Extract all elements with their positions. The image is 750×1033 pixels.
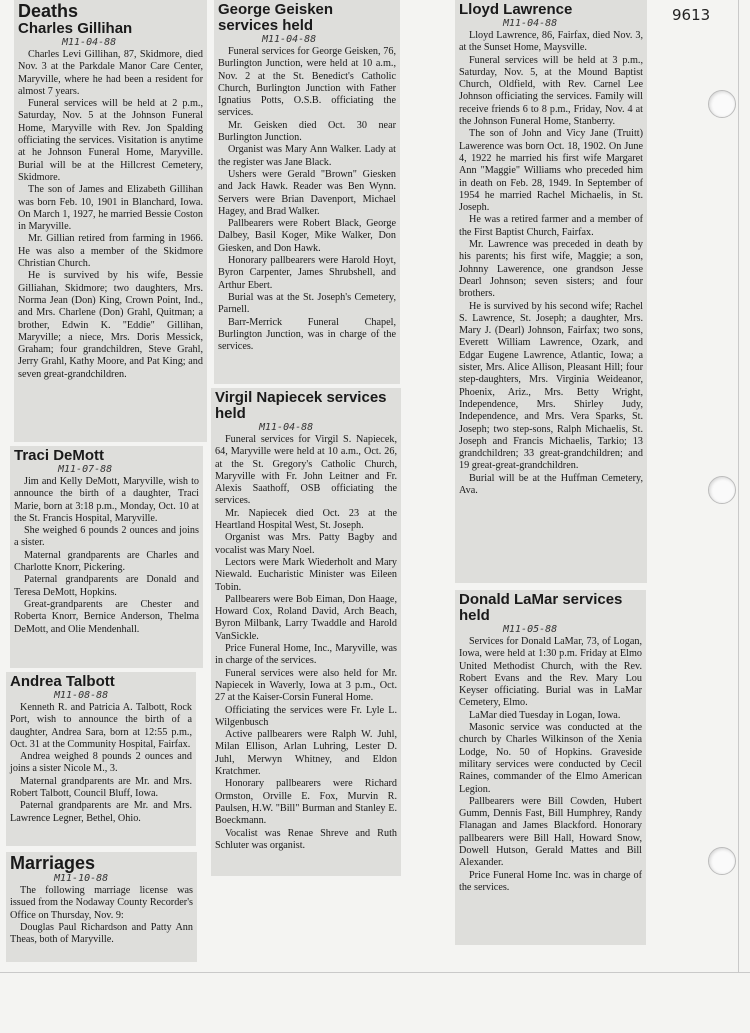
clipping-paragraph: Vocalist was Renae Shreve and Ruth Schluter was organist. [215,827,397,851]
clipping-marriages [6,852,197,962]
clipping-napiecek [211,388,401,876]
clipping-paragraph: Burial will be at the Huffman Cemetery, Ava. [459,472,643,496]
handwritten-date-note: M11-04-88 [259,422,314,433]
handwritten-date-note: M11-08-88 [54,690,109,701]
clipping-title: Virgil Napiecek services held [215,389,387,422]
clipping-paragraph: Officiating the services were Fr. Lyle L. Wilgenbusch [215,704,397,728]
clipping-paragraph: Honorary pallbearers were Richard Ormston, Orville E. Fox, Murvin R. Paulsen, H.W. "Bill" Burman and Stanley E. Boeckmann. [215,778,397,827]
clipping-paragraph: Organist was Mrs. Patty Bagby and vocalist was Mary Noel. [215,532,397,556]
handwritten-date-note: M11-04-88 [62,37,117,48]
clipping-paragraph: The following marriage license was issued from the Nodaway County Recorder's Office on Thursday, Nov. 9: [10,885,193,921]
clipping-paragraph: Lectors were Mark Wiederholt and Mary Niewald. Eucharistic Minister was Eileen Tobin. [215,556,397,593]
handwritten-date-note: M11-04-88 [503,18,558,29]
clipping-paragraph: Ushers were Gerald "Brown" Giesken and Jack Hawk. Reader was Ben Wynn. Servers were Brian Davenport, Michael Hagey, and Brad Walker. [218,168,396,217]
clipping-paragraph: The son of John and Vicy Jane (Truitt) Lawerence was born Oct. 18, 1902. On June 4, 1922 he married his first wife Margaret Ann "Maggie" Williams who preceded him in death on Feb. 28, 1949. In September of 1954 he married Rachel Michaelis, in St. Joseph. [459,128,643,214]
clipping-paragraph: Funeral services will be held at 3 p.m., Saturday, Nov. 5, at the Mound Baptist Church, Oldfield, with Rev. Carnel Lee Johnson officiating the services. Family will receive friends 6 to 8 p.m., Friday, Nov. 4 at the Johnson Funeral Home, Stanberry. [459,54,643,128]
clipping-paragraph: He was a retired farmer and a member of the First Baptist Church, Fairfax. [459,214,643,238]
clipping-title: George Geisken services held [218,1,334,34]
clipping-paragraph: Burial was at the St. Joseph's Cemetery, Parnell. [218,291,396,316]
clipping-paragraph: Funeral services for Virgil S. Napiecek, 64, Maryville were held at 10 a.m., Oct. 26, at the St. Gregory's Catholic Church, Maryville with Fr. John Leitner and Fr. Alexis Saathoff, OSB officiating the services. [215,434,397,507]
clipping-paragraph: He is survived by his wife, Bessie Gilliahan, Skidmore; two daughters, Mrs. Norma Jean (Don) King, Crown Point, Ind., and Mrs. Charlene (Don) Grahl, Quitman; a brother, Edwin K. "Eddie" Gillihan, Maryville; a niece, Mrs. Doris Messick, Graham; four grandchildren, Steve Grahl, Jerry Grahl, Kathy Moore, and Pat King; and seven great-grandchildren. [18,270,203,380]
clipping-paragraph: Pallbearers were Robert Black, George Dalbey, Basil Koger, Mike Walker, Don Giesken, and Don Hawk. [218,218,396,254]
clipping-paragraph: Pallbearers were Bill Cowden, Hubert Gumm, Dennis Fast, Bill Humphrey, Randy Flanagan and James Blackford. Honorary pallbearers were Bill Hall, Howard Snow, Dowell Hutson, Gerald Mattes and Bill Alexander. [459,795,642,869]
clipping-title: Donald LaMar services held [459,591,623,624]
clipping-paragraph: Mr. Gillian retired from farming in 1966. He was also a member of the Skidmore Christian Church. [18,233,203,270]
clipping-paragraph: Active pallbearers were Ralph W. Juhl, Milan Ellison, Arlan Luhring, Lester D. Juhl, Merwyn Whitney, and Eldon Kratchmer. [215,729,397,778]
handwritten-date-note: M11-05-88 [503,624,558,635]
clipping-paragraph: Great-grandparents are Chester and Roberta Knorr, Bernice Anderson, Thelma DeMott, and Olie Mendenhall. [14,598,199,635]
binder-hole-bottom [708,847,736,875]
clipping-title: Lloyd Lawrence [459,1,573,18]
binder-hole-top [708,90,736,118]
clipping-title: Traci DeMott [14,447,105,464]
page-bottom-edge [0,972,750,973]
clipping-paragraph: Maternal grandparents are Mr. and Mrs. Robert Talbott, Council Bluff, Iowa. [10,775,192,800]
section-heading: Marriages [10,853,96,873]
clipping-paragraph: Mr. Napiecek died Oct. 23 at the Heartland Hospital West, St. Joseph. [215,507,397,532]
clipping-paragraph: Funeral services for George Geisken, 76, Burlington Junction, were held at 10 a.m., Nov. 2 at the St. Benedict's Catholic Church, Burlington Junction with Father Ignatius Potts, O.S.B. officiating the services. [218,46,396,119]
clipping-title: Andrea Talbott [10,673,115,690]
clipping-paragraph: He is survived by his second wife; Rachel S. Lawrence, St. Joseph; a daughter, Mrs. Mary J. (Dearl) Johnson, Fairfax; two sons, Everett William Lawrence, Ozark, and Edgar Eugene Lawrence, Atlantic, Iowa; a sister, Mrs. Alice Allison, Pleasant Hill; four step-daughters, Mrs. Virginia Weideanor, Phoenix, Ariz., Mrs. Betty Wright, Independence, Mrs. Shirley Judy, Independence, and Mrs. Vera Sparks, St. Joseph; two step-sons, Ralph Michaelis, St. Joseph and Francis Michaelis, Tarkio; 13 grandchildren; 33 great-grandchildren; and 19 great-great-grandchildren. [459,300,643,472]
clipping-paragraph: Paternal grandparents are Mr. and Mrs. Lawrence Legner, Bethel, Ohio. [10,800,192,824]
clipping-paragraph: Funeral services were also held for Mr. Napiecek in Waverly, Iowa at 3 p.m., Oct. 27 at the Kaiser-Corsin Funeral Home. [215,667,397,704]
clipping-paragraph: LaMar died Tuesday in Logan, Iowa. [469,709,621,721]
clipping-paragraph: Organist was Mary Ann Walker. Lady at the register was Jane Black. [218,144,396,168]
handwritten-date-note: M11-10-88 [54,873,109,884]
clipping-paragraph: Charles Levi Gillihan, 87, Skidmore, died Nov. 3 at the Parkdale Manor Care Center, Maryville, where he had been a resident for almost 7 years. [18,49,203,97]
page-number: 9613 [672,6,711,24]
clipping-paragraph: Andrea weighed 8 pounds 2 ounces and joins a sister Nicole M., 3. [10,751,192,775]
clipping-gillihan [14,0,207,442]
clipping-lawrence [455,0,647,583]
clipping-paragraph: Lloyd Lawrence, 86, Fairfax, died Nov. 3, at the Sunset Home, Maysville. [459,30,643,54]
clipping-paragraph: Barr-Merrick Funeral Chapel, Burlington Junction, was in charge of the services. [218,316,396,353]
clipping-paragraph: Pallbearers were Bob Eiman, Don Haage, Howard Cox, Roland David, Arch Beach, Byron Milbank, Larry Twaddle and Harold VanSickle. [215,593,397,642]
clipping-paragraph: Mr. Geisken died Oct. 30 near Burlington Junction. [218,119,396,144]
clipping-geisken [214,0,400,384]
clipping-paragraph: She weighed 6 pounds 2 ounces and joins a sister. [14,525,199,549]
clipping-paragraph: Kenneth R. and Patricia A. Talbott, Rock Port, wish to announce the birth of a daughter, Andrea Sara, born at 12:55 p.m., Oct. 31 at the Community Hospital, Fairfax. [10,702,192,750]
section-heading: Deaths [18,1,79,21]
clipping-paragraph: Maternal grandparents are Charles and Charlotte Knorr, Pickering. [14,549,199,574]
handwritten-date-note: M11-04-88 [262,34,317,45]
clipping-paragraph: Price Funeral Home Inc. was in charge of the services. [459,869,642,893]
clipping-paragraph: Jim and Kelly DeMott, Maryville, wish to announce the birth of a daughter, Traci Marie, born at 3:18 p.m., Monday, Oct. 10 at the St. Francis Hospital, Maryville. [14,476,199,524]
binder-hole-middle [708,476,736,504]
clipping-paragraph: Mr. Lawrence was preceded in death by his parents; his first wife, Maggie; a son, Johnny Lawerence, one grandson Jesse Dearl Johnson; seven sisters; and four brothers. [459,239,643,300]
clipping-demott [10,446,203,668]
clipping-talbott [6,672,196,846]
clipping-title: Charles Gillihan [18,20,133,37]
clipping-paragraph: The son of James and Elizabeth Gillihan was born Feb. 10, 1901 in Blanchard, Iowa. On March 1, 1927, he married Bessie Coston in Maryville. [18,184,203,233]
clipping-paragraph: Paternal grandparents are Donald and Teresa DeMott, Hopkins. [14,574,199,598]
handwritten-date-note: M11-07-88 [58,464,113,475]
clipping-paragraph: Price Funeral Home, Inc., Maryville, was in charge of the services. [215,643,397,667]
clipping-paragraph: Services for Donald LaMar, 73, of Logan, Iowa, were held at 1:30 p.m. Friday at Elmo United Methodist Church, with the Rev. Robert Evans and the Rev. Mary Lou Keyser officiating. Burial was in LaMar Cemetery, Elmo. [459,636,642,709]
clipping-paragraph: Funeral services will be held at 2 p.m., Saturday, Nov. 5 at the Johnson Funeral Home, Maryville with Rev. Jon Spalding officiating the services. Visitation is anytime at he Johnson Funeral Home, Maryville. Burial will be at the Hillcrest Cemetery, Skidmore. [18,98,203,183]
clipping-lamar [455,590,646,945]
clipping-paragraph: Honorary pallbearers were Harold Hoyt, Byron Carpenter, James Shrubshell, and Arthur Ebert. [218,255,396,291]
clipping-paragraph: Masonic service was conducted at the church by Charles Wilkinson of the Xenia Lodge, No. 50 of Hopkins. Graveside military services were conducted by Cecil Raines, commander of the Elmo American Legion. [459,722,642,795]
page-edge [738,0,739,972]
clipping-paragraph: Douglas Paul Richardson and Patty Ann Theas, both of Maryville. [10,921,193,946]
